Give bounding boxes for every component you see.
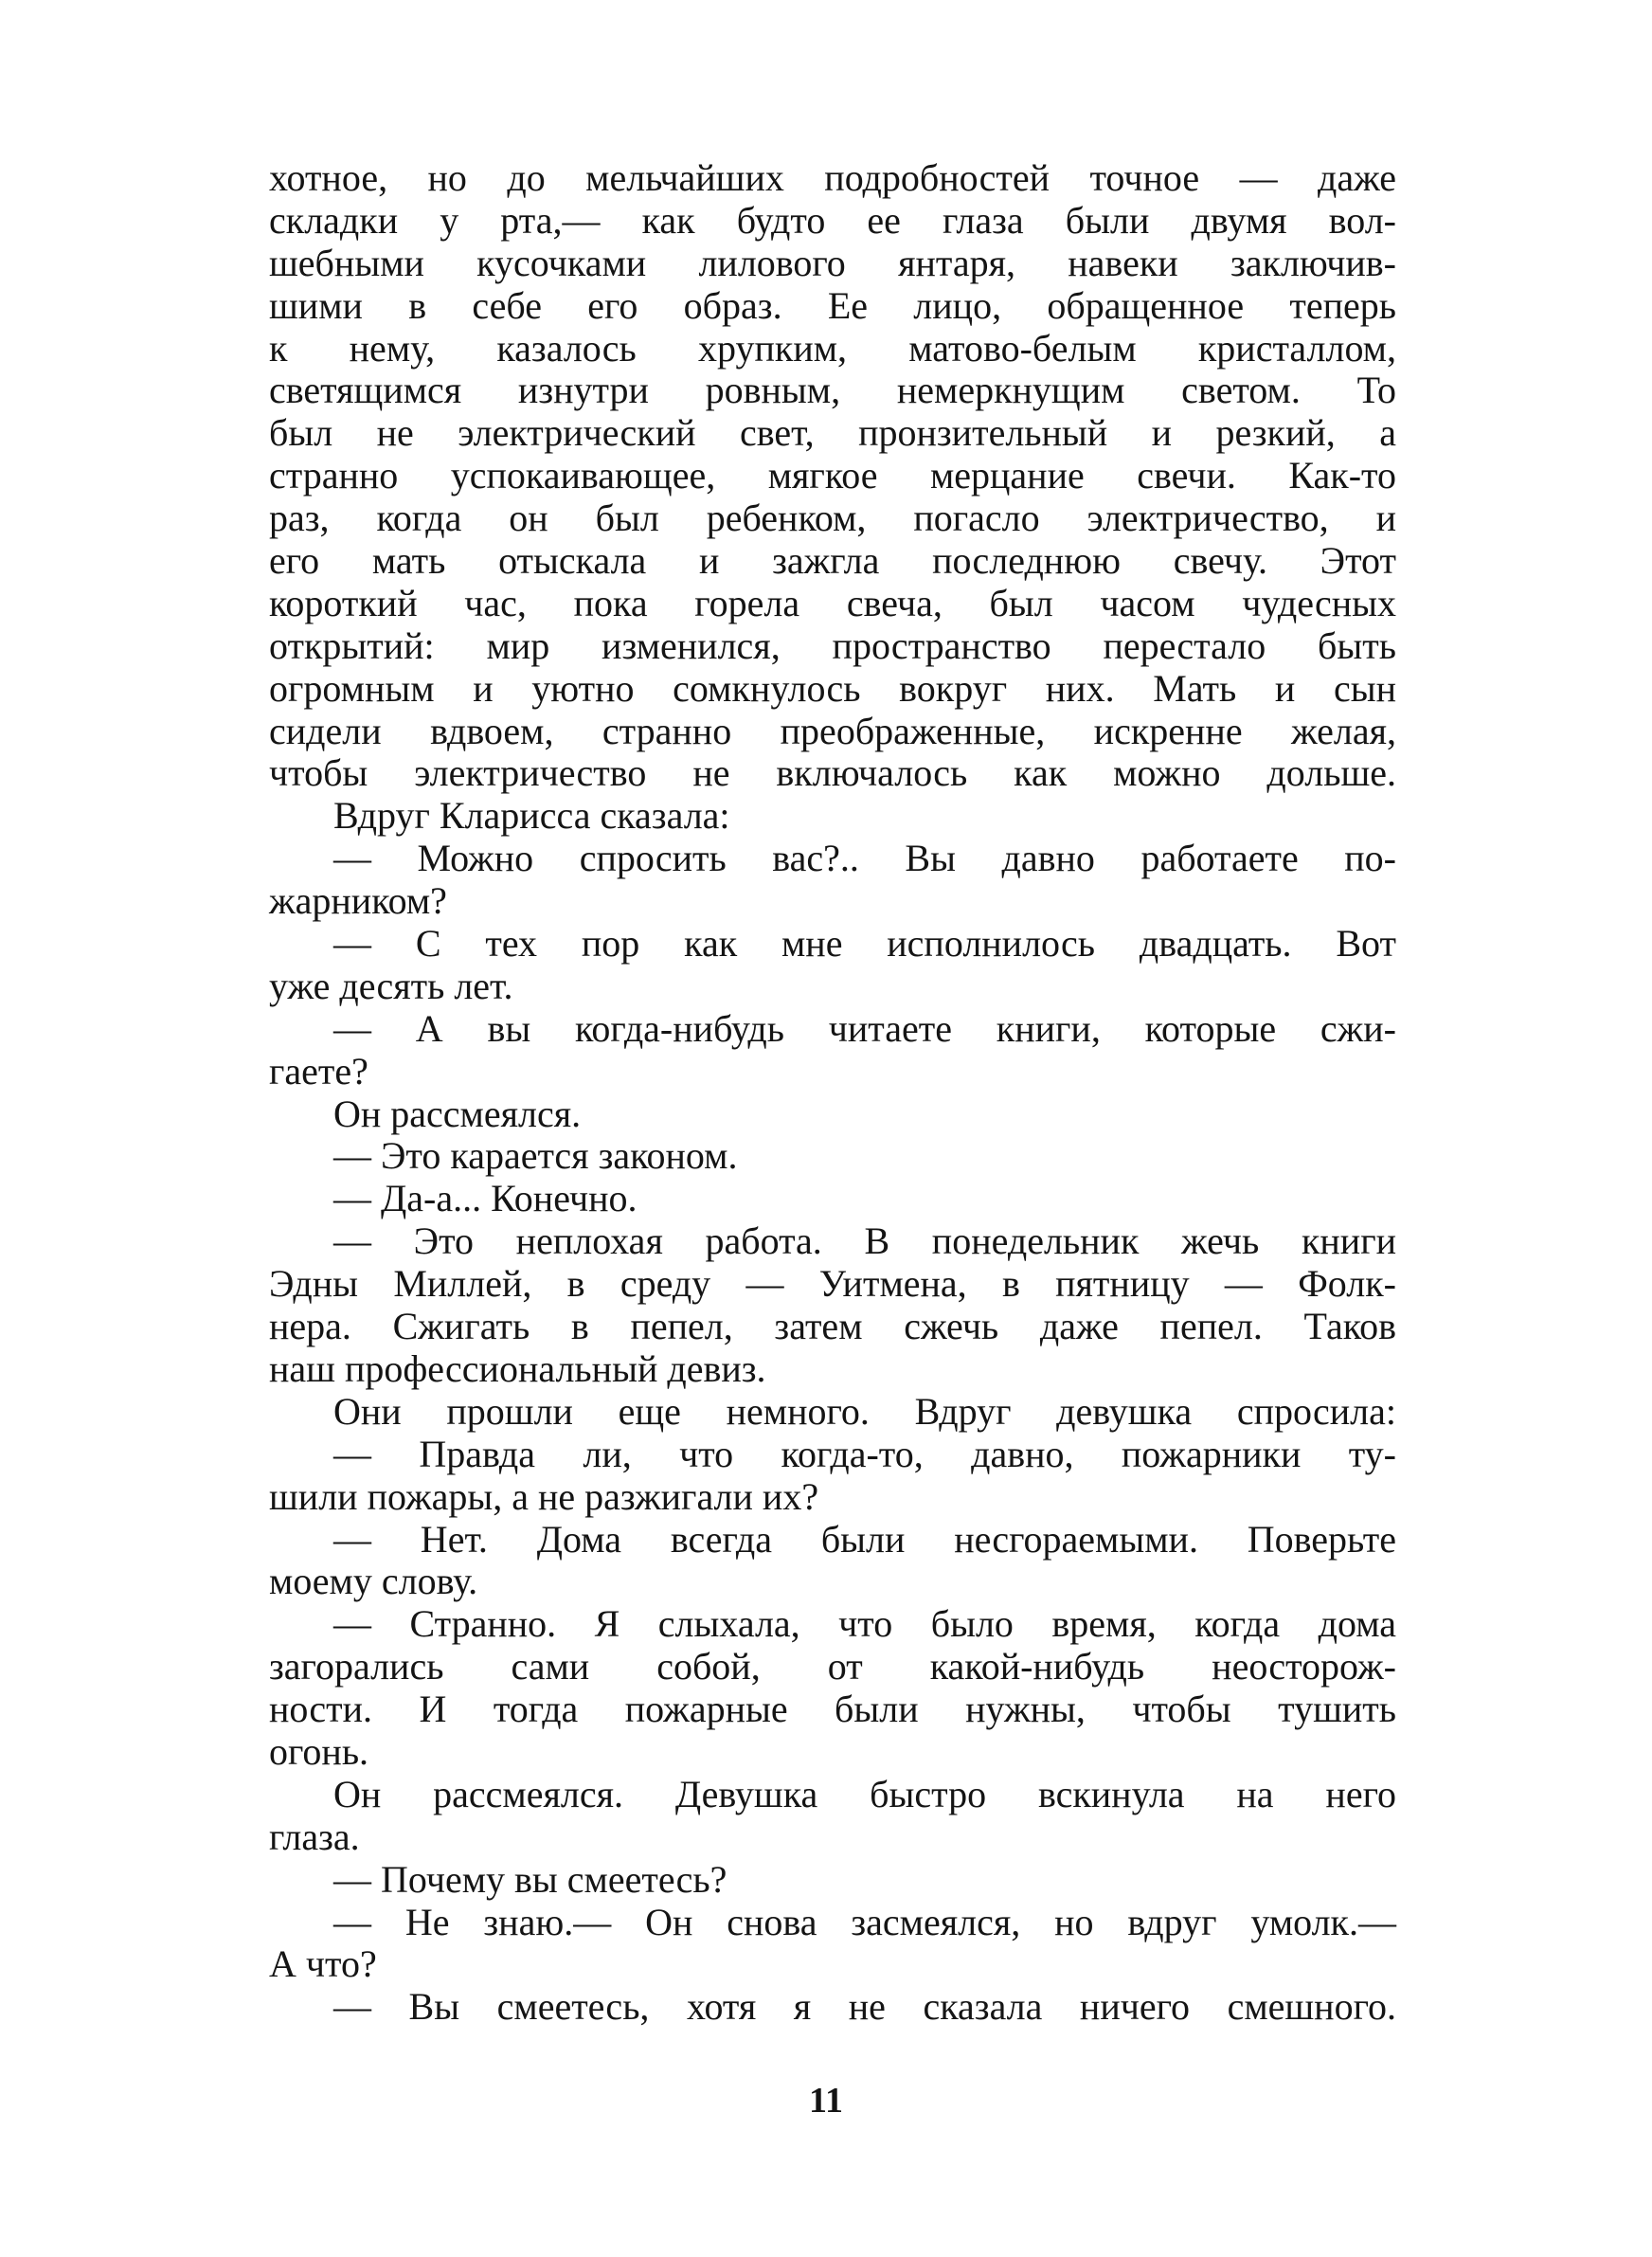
text-line: Он рассмеялся. Девушка быстро вскинула на него (333, 1772, 1396, 1815)
text-line: жарником? (269, 879, 447, 923)
text-line: — Это неплохая работа. В понедельник жечь книги (333, 1219, 1396, 1263)
text-line: Они прошли еще немного. Вдруг девушка спросила: (333, 1389, 1396, 1433)
text-line: Он рассмеялся. (333, 1092, 582, 1135)
text-line: чтобы электричество не включалось как можно дольше. (269, 751, 1396, 795)
text-line: Вдруг Кларисса сказала: (333, 794, 730, 838)
text-line: шебными кусочками лилового янтаря, навеки заключив- (269, 241, 1396, 284)
text-line: раз, когда он был ребенком, погасло электричество, и (269, 497, 1396, 540)
body-text (269, 157, 1396, 2029)
text-line: — Правда ли, что когда-то, давно, пожарники ту- (333, 1432, 1396, 1475)
text-line: — Не знаю.— Он снова засмеялся, но вдруг умолк.— (333, 1900, 1396, 1943)
text-line: короткий час, пока горела свеча, был часом чудесных (269, 581, 1396, 624)
text-line: его мать отыскала и зажгла последнюю свечу. Этот (269, 539, 1396, 583)
text-line: шили пожары, а не разжигали их? (269, 1474, 819, 1518)
text-line: хотное, но до мельчайших подробностей точное — даже (269, 156, 1396, 199)
text-line: странно успокаивающее, мягкое мерцание свечи. Как-то (269, 454, 1396, 497)
text-line: уже десять лет. (269, 964, 513, 1007)
text-line: — Да-а... Конечно. (333, 1177, 637, 1220)
text-line: А что? (269, 1942, 377, 1986)
text-line: — Странно. Я слыхала, что было время, когда дома (333, 1602, 1396, 1646)
text-line: глаза. (269, 1815, 360, 1858)
text-line: — Нет. Дома всегда были несгораемыми. Поверьте (333, 1517, 1396, 1561)
text-line: — Можно спросить вас?.. Вы давно работаете по- (333, 837, 1396, 880)
text-line: загорались сами собой, от какой-нибудь неосторож- (269, 1645, 1396, 1688)
text-line: ности. И тогда пожарные были нужны, чтобы тушить (269, 1688, 1396, 1731)
text-line: — С тех пор как мне исполнилось двадцать. Вот (333, 922, 1396, 966)
text-line: открытий: мир изменился, пространство перестало быть (269, 623, 1396, 667)
text-line: наш профессиональный девиз. (269, 1346, 766, 1390)
text-line: огонь. (269, 1729, 369, 1773)
text-line: сидели вдвоем, странно преображенные, искренне желая, (269, 709, 1396, 752)
text-line: нера. Сжигать в пепел, затем сжечь даже пепел. Таков (269, 1305, 1396, 1348)
text-line: был не электрический свет, пронзительный и резкий, а (269, 411, 1396, 455)
text-line: к нему, казалось хрупким, матово-белым кристаллом, (269, 326, 1396, 370)
text-line: — Вы смеетесь, хотя я не сказала ничего смешного. (333, 1985, 1396, 2029)
text-line: шими в себе его образ. Ее лицо, обращенное теперь (269, 283, 1396, 327)
text-line: — Почему вы смеетесь? (333, 1857, 727, 1901)
text-line: Эдны Миллей, в среду — Уитмена, в пятницу — Фолк- (269, 1262, 1396, 1306)
text-line: — А вы когда-нибудь читаете книги, которые сжи- (333, 1006, 1396, 1050)
text-line: — Это карается законом. (333, 1134, 738, 1178)
text-line: складки у рта,— как будто ее глаза были двумя вол- (269, 198, 1396, 242)
text-line: моему слову. (269, 1560, 478, 1603)
text-line: светящимся изнутри ровным, немеркнущим светом. То (269, 369, 1396, 412)
page-number: 11 (809, 2081, 843, 2121)
text-line: огромным и уютно сомкнулось вокруг них. Мать и сын (269, 666, 1396, 710)
text-line: гаете? (269, 1049, 368, 1092)
